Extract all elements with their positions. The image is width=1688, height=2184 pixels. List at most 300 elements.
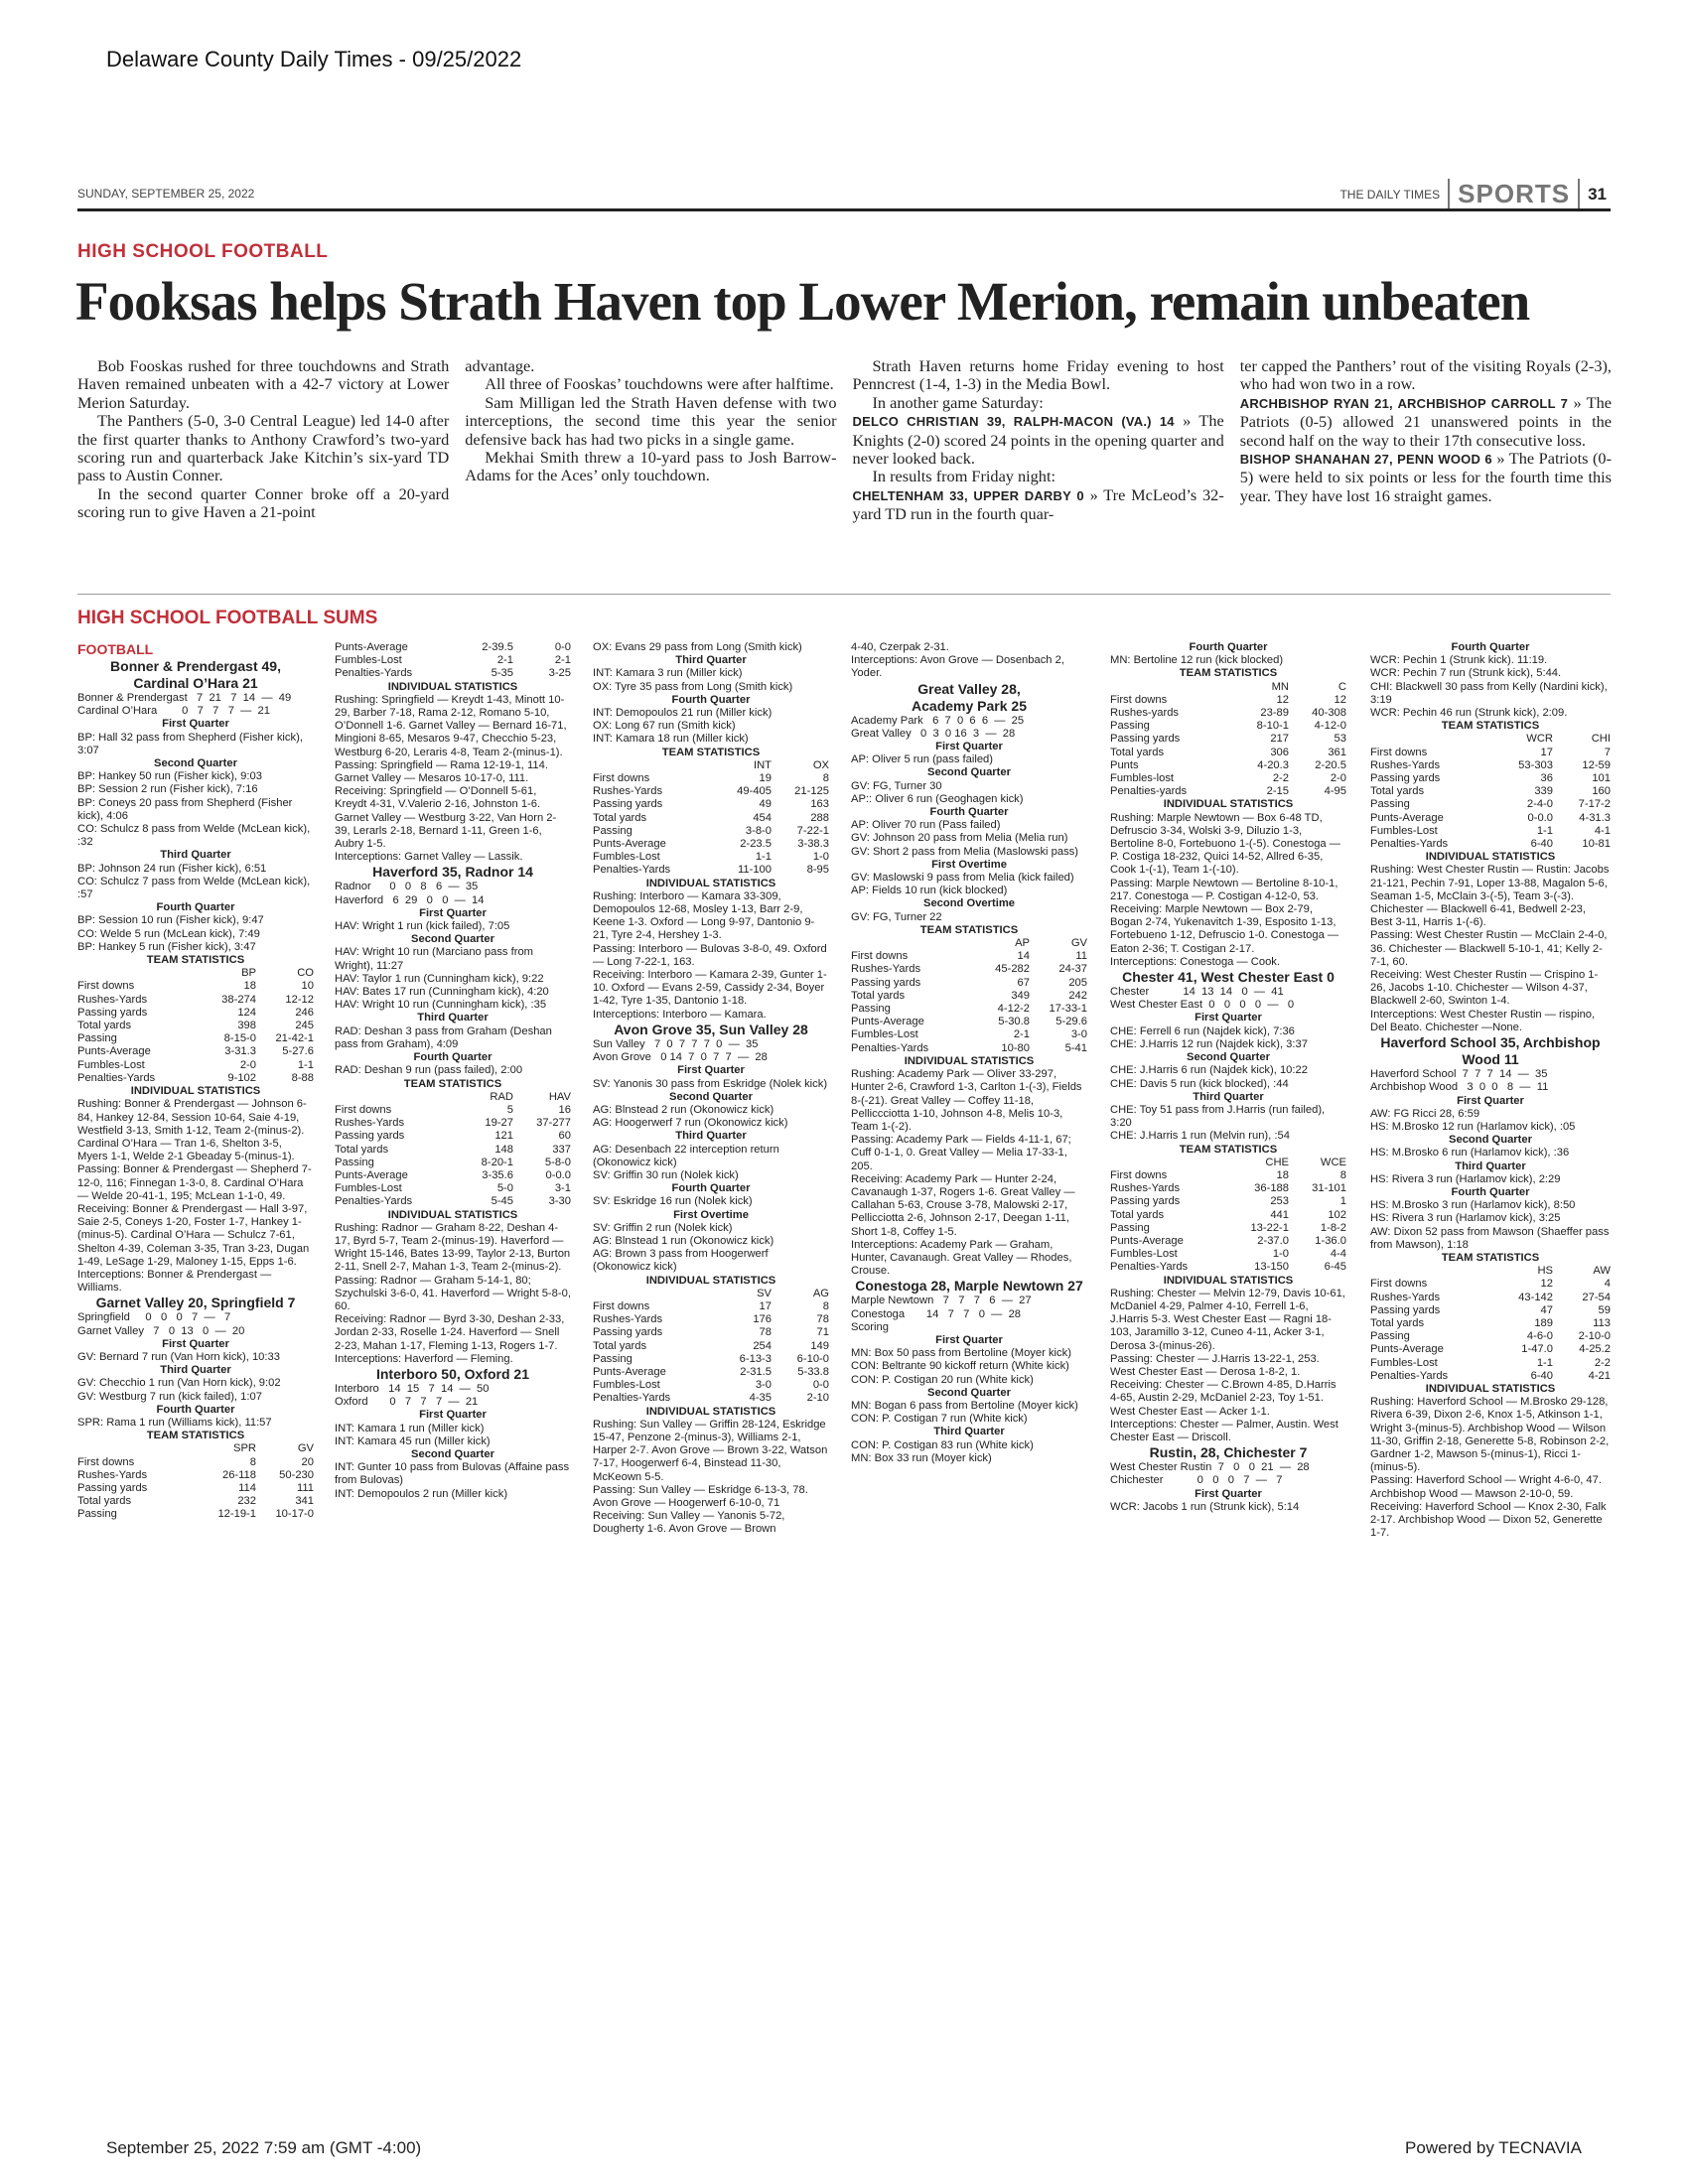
stat-label: Rushes-yards — [1110, 707, 1180, 720]
stat-row — [1110, 707, 1346, 720]
agate-line: AG: Blnstead 2 run (Okonowicz kick) — [593, 1103, 774, 1116]
stat-row — [1110, 1222, 1346, 1235]
stat-label: Rushes-Yards — [593, 785, 663, 798]
stat-row — [77, 1442, 314, 1455]
stat-row — [335, 1157, 571, 1169]
agate-line: Scoring — [851, 1320, 889, 1333]
agate-line: Receiving: Marple Newtown — Box 2-79, Bogan 2-74, Yukenavitch 1-39, Esposito 1-13, Fortebueno 1-12, Defruscio 1-0. Conestoga — Eaton 2-36; T. Costigan 2-17. — [1110, 903, 1342, 955]
stat-value: 121 — [494, 1130, 513, 1143]
subheading: First Quarter — [419, 1409, 487, 1422]
agate-line: HAV: Taylor 1 run (Cunningham kick), 9:22 — [335, 972, 544, 985]
stat-label: Passing — [77, 1032, 117, 1045]
result-lead: CHELTENHAM 33, UPPER DARBY 0 — [852, 487, 1084, 503]
agate-line: SV: Eskridge 16 run (Nolek kick) — [593, 1195, 753, 1208]
stat-label: Penalties-Yards — [77, 1071, 156, 1084]
stat-value: CHI — [1591, 733, 1611, 746]
stat-value: 7-22-1 — [796, 824, 829, 837]
stat-value: 26-118 — [221, 1468, 256, 1481]
stat-value: 2-2 — [1594, 1356, 1611, 1369]
stat-value: 3-8-0 — [745, 824, 772, 837]
stat-label: Rushes-Yards — [77, 993, 148, 1006]
stat-value: 4-95 — [1324, 785, 1346, 798]
agate-line: Haverford School 7 7 7 14 — 35 — [1370, 1068, 1548, 1081]
sums-column-1 — [77, 641, 314, 1718]
subheading: Second Quarter — [927, 1386, 1011, 1399]
stat-value: 11-100 — [737, 864, 772, 877]
agate-line: CO: Schulcz 7 pass from Welde (McLean kick), :57 — [77, 875, 314, 901]
stat-value: 53 — [1334, 733, 1346, 746]
stat-row — [593, 1288, 829, 1300]
stat-value: 5-0 — [496, 1182, 513, 1195]
agate-line: Receiving: Radnor — Byrd 3-30, Deshan 2-33, Jordan 2-33, Roselle 1-24. Haverford — Snell 2-23, Mahan 1-17, Fleming 1-13, Rogers 1-7. — [335, 1313, 568, 1352]
stat-value: 114 — [238, 1481, 256, 1494]
stat-value: GV — [1070, 937, 1087, 950]
result-text: » The Patriots (0-5) allowed 21 unanswered points in the second half on the way to their 17th consecutive loss. — [1239, 392, 1612, 450]
stat-row — [1370, 785, 1611, 798]
stat-value: 40-308 — [1312, 707, 1346, 720]
subheading: TEAM STATISTICS — [919, 923, 1019, 936]
subheading: First Overtime — [673, 1208, 749, 1221]
subheading: Second Overtime — [922, 897, 1016, 910]
agate-line: HAV: Wright 10 run (Marciano pass from Wright), 11:27 — [335, 946, 537, 972]
stat-row — [1110, 720, 1346, 733]
stat-row — [593, 1353, 829, 1366]
stat-value: 2-1 — [1013, 1028, 1030, 1041]
agate-line: SPR: Rama 1 run (Williams kick), 11:57 — [77, 1416, 272, 1429]
subheading: INDIVIDUAL STATISTICS — [904, 1054, 1035, 1067]
agate-line: GV: Short 2 pass from Melia (Maslowski pass) — [851, 845, 1078, 858]
stat-value: 205 — [1068, 976, 1087, 989]
stat-row — [1370, 798, 1611, 811]
subheading: TEAM STATISTICS — [1441, 1251, 1540, 1264]
agate-line: Interceptions: Garnet Valley — Lassik. — [335, 851, 523, 864]
agate-line: CON: P. Costigan 83 run (White kick) — [851, 1438, 1034, 1451]
stat-label: Total yards — [1110, 1208, 1165, 1221]
stat-value: 349 — [1011, 989, 1030, 1002]
stat-label: Fumbles-Lost — [593, 1379, 660, 1392]
stat-value: 111 — [296, 1481, 314, 1494]
agate-line: Chichester 0 0 0 7 — 7 — [1110, 1474, 1283, 1487]
stat-row — [851, 1028, 1087, 1041]
subheading: TEAM STATISTICS — [1179, 1143, 1278, 1156]
agate-line: Receiving: Sun Valley — Yanonis 5-72, Dougherty 1-6. Avon Grove — Brown — [593, 1510, 788, 1536]
stat-label: Total yards — [1370, 1316, 1425, 1329]
stat-label: Rushes-Yards — [1110, 1182, 1181, 1195]
stat-value: 3-38.3 — [797, 838, 829, 851]
section-rule — [77, 594, 1611, 595]
stat-label: First downs — [1370, 746, 1428, 758]
game-heading: Cardinal O’Hara 21 — [133, 675, 258, 691]
agate-line: Rushing: Academy Park — Oliver 33-297, Hunter 2-6, Crawford 1-3, Carlton 1-(-3), Fields 8-(-21). Great Valley — Coffey 11-18, Pelliccciotta 1-10, Johnson 4-8, Melis 10-3, Team 1-(-2). — [851, 1068, 1085, 1133]
stat-row — [77, 1032, 314, 1045]
stat-row — [851, 937, 1087, 950]
stat-value: 149 — [810, 1339, 829, 1352]
agate-line: SV: Yanonis 30 pass from Eskridge (Nolek kick) — [593, 1077, 828, 1090]
agate-line: INT: Kamara 45 run (Miller kick) — [335, 1434, 491, 1447]
story-column-4 — [1240, 357, 1612, 578]
agate-line: INT: Kamara 18 run (Miller kick) — [593, 733, 749, 746]
agate-line: Rushing: Marple Newtown — Box 6-48 TD, Defruscio 3-34, Wolski 3-9, Diluzio 1-3, Bertoline 8-0, Fortebuono 1-(-5). Conestoga — P. Costiga 18-232, Quici 14-52, Allred 6-35, Cook 1-(-1), Team 1-(-10). — [1110, 811, 1344, 877]
agate-line: WCR: Pechin 7 run (Strunk kick), 5:44. — [1370, 667, 1562, 680]
agate-line: MN: Bertoline 12 run (kick blocked) — [1110, 654, 1284, 667]
stat-row — [593, 1300, 829, 1313]
stat-value: 2-37.0 — [1257, 1234, 1289, 1247]
agate-line: WCR: Pechin 1 (Strunk kick). 11:19. — [1370, 654, 1548, 667]
story-paragraph: The Panthers (5-0, 3-0 Central League) led 14-0 after the first quarter thanks to Anthony Crawford’s two-yard scoring run and quarterback Jake Kitchin’s six-yard TD pass to Austin Conner. — [77, 411, 450, 485]
stat-value: INT — [753, 758, 772, 771]
stat-label: Punts-Average — [1370, 1343, 1444, 1356]
stat-value: 2-39.5 — [482, 641, 513, 653]
stat-value: 12-19-1 — [217, 1508, 256, 1521]
stat-row — [77, 1508, 314, 1521]
stat-value: 9-102 — [227, 1071, 256, 1084]
stat-value: 0-0.0 — [545, 1168, 571, 1181]
agate-line: Passing: West Chester Rustin — McClain 2-4-0, 36. Chichester — Blackwell 5-10-1, 41; Kelly 2-7-1, 60. — [1370, 929, 1611, 968]
agate-line: Receiving: West Chester Rustin — Crispino 1-26, Jacobs 1-10. Chichester — Wilson 4-37, Blackwell 2-60, Swinton 1-4. — [1370, 969, 1599, 1008]
agate-line: SV: Griffin 30 run (Nolek kick) — [593, 1168, 739, 1181]
subheading: First Quarter — [419, 906, 487, 919]
stat-row — [593, 1379, 829, 1392]
agate-line: 4-40, Czerpak 2-31. — [851, 641, 949, 653]
subheading: INDIVIDUAL STATISTICS — [130, 1085, 261, 1098]
stat-value: 3-31.3 — [224, 1045, 256, 1058]
stat-row — [851, 977, 1087, 990]
stat-label: Passing yards — [335, 1130, 405, 1143]
agate-line: OX: Tyre 35 pass from Long (Smith kick) — [593, 680, 793, 693]
stat-value: OX — [812, 758, 829, 771]
story-paragraph — [853, 486, 1224, 524]
stat-label — [593, 759, 714, 772]
agate-line: AW: FG Ricci 28, 6:59 — [1370, 1107, 1480, 1120]
subheading: INDIVIDUAL STATISTICS — [387, 680, 518, 693]
stat-value: 0-0 — [554, 641, 571, 653]
agate-line: Interboro 14 15 7 14 — 50 — [335, 1382, 490, 1395]
game-heading: Haverford School 35, Archbishop Wood 11 — [1380, 1034, 1601, 1068]
stat-value: 454 — [753, 811, 772, 824]
stat-value: 27-54 — [1582, 1291, 1611, 1303]
stat-label: Fumbles-Lost — [77, 1058, 145, 1071]
stat-value: 3-0 — [1070, 1028, 1087, 1041]
stat-value: 2-1 — [554, 654, 571, 667]
stat-value: 2-31.5 — [740, 1365, 772, 1378]
game-heading: Chester 41, West Chester East 0 — [1122, 969, 1335, 986]
stat-row — [1370, 759, 1611, 772]
subheading: Third Quarter — [160, 849, 231, 862]
stat-row — [77, 1020, 314, 1032]
stat-value: 254 — [753, 1339, 772, 1352]
stat-value: 5-41 — [1064, 1041, 1087, 1054]
stat-value: 217 — [1270, 733, 1289, 746]
stat-label: Passing yards — [77, 1006, 148, 1019]
stat-value: 361 — [1328, 746, 1346, 758]
agate-line: Radnor 0 0 8 6 — 35 — [335, 881, 479, 893]
agate-line: MN: Bogan 6 pass from Bertoline (Moyer kick) — [851, 1399, 1078, 1412]
agate-line: INT: Kamara 3 run (Miller kick) — [593, 667, 743, 680]
stat-label: Penalties-Yards — [851, 1041, 929, 1054]
stat-value: 2-1 — [496, 654, 513, 667]
stat-label: Fumbles-Lost — [335, 654, 402, 667]
stat-row — [1110, 1209, 1346, 1222]
stat-value: 5-30.8 — [998, 1016, 1030, 1028]
agate-line: CHE: J.Harris 1 run (Melvin run), :54 — [1110, 1130, 1290, 1143]
stat-row — [1110, 747, 1346, 759]
header-rule — [77, 208, 1611, 211]
stat-value: 163 — [810, 798, 829, 811]
stat-row — [335, 1169, 571, 1182]
stat-row — [1370, 812, 1611, 825]
stat-value: 101 — [1592, 772, 1611, 785]
agate-line: Passing: Interboro — Bulovas 3-8-0, 49. Oxford — Long 7-22-1, 163. — [593, 942, 830, 968]
stat-value: WCE — [1320, 1156, 1346, 1168]
stat-row — [1370, 1292, 1611, 1304]
agate-line: GV: Johnson 20 pass from Melia (Melia run) — [851, 832, 1068, 845]
agate-line: Receiving: Haverford School — Knox 2-30, Falk 2-17. Archbishop Wood — Dixon 52, Generette 1-7. — [1370, 1500, 1610, 1540]
stat-value: 337 — [552, 1143, 571, 1156]
result-text: » The Knights (2-0) scored 24 points in the opening quarter and never looked back. — [852, 411, 1224, 469]
game-heading: Academy Park 25 — [912, 697, 1027, 714]
stat-label: First downs — [851, 950, 909, 963]
subheading: Third Quarter — [1455, 1160, 1526, 1172]
game-heading: Haverford 35, Radnor 14 — [372, 864, 533, 881]
agate-line: INT: Gunter 10 pass from Bulovas (Affaine pass from Bulovas) — [335, 1461, 573, 1487]
stat-value: 242 — [1068, 989, 1087, 1002]
agate-line: CO: Welde 5 run (McLean kick), 7:49 — [77, 927, 260, 940]
subheading: Fourth Quarter — [1189, 641, 1268, 653]
stat-value: 124 — [237, 1006, 256, 1019]
stat-value: 17-33-1 — [1049, 1003, 1087, 1016]
game-heading: Avon Grove 35, Sun Valley 28 — [614, 1021, 808, 1037]
stat-value: 253 — [1270, 1195, 1289, 1208]
agate-line: HS: M.Brosko 6 run (Harlamov kick), :36 — [1370, 1147, 1570, 1160]
agate-line: Interceptions: West Chester Rustin — rispino, Del Beato. Chichester —None. — [1370, 1008, 1599, 1033]
stat-label: Passing yards — [593, 1326, 663, 1339]
stat-row — [593, 1366, 829, 1379]
agate-line: MN: Box 50 pass from Bertoline (Moyer kick) — [851, 1347, 1071, 1360]
stat-label: Punts-Average — [335, 1168, 408, 1181]
stat-label: Punts-Average — [1370, 811, 1444, 824]
stat-label: Total yards — [77, 1495, 132, 1508]
stat-value: 53-303 — [1518, 758, 1553, 771]
agate-line: HS: M.Brosko 3 run (Harlamov kick), 8:50 — [1370, 1199, 1576, 1212]
game-heading: Rustin, 28, Chichester 7 — [1149, 1444, 1308, 1461]
stat-value: 3-30 — [548, 1195, 571, 1208]
agate-line: Rushing: Springfield — Kreydt 1-43, Minott 10-29, Barber 7-18, Rama 2-12, Romano 5-10, O’Donnell 1-6. Garnet Valley — Bernard 16-71, Mingioni 8-65, Mesaros 9-47, Checchio 5-23, Westburg 6-20, Leraris 4-8, Team 2-(minus-1). — [335, 693, 570, 758]
story-headline: Fooksas helps Strath Haven top Lower Merion, remain unbeaten — [75, 271, 1530, 332]
sums-column-5 — [1110, 641, 1349, 1718]
stat-value: 36-188 — [1254, 1182, 1289, 1195]
stat-row — [851, 1016, 1087, 1028]
agate-line: GV: Maslowski 9 pass from Melia (kick failed) — [851, 872, 1074, 885]
stat-value: 2-10 — [806, 1392, 829, 1405]
story-column-1 — [77, 357, 449, 578]
stat-value: 8-10-1 — [1256, 720, 1289, 733]
stat-label: First downs — [335, 1103, 392, 1116]
stat-label: Passing — [593, 824, 633, 837]
stat-label: Fumbles-Lost — [335, 1182, 402, 1195]
stat-label — [851, 937, 972, 950]
agate-line: AW: Dixon 52 pass from Mawson (Shaeffer pass from Mawson), 1:18 — [1370, 1225, 1613, 1251]
stat-value: 6-40 — [1530, 1369, 1553, 1382]
story-paragraph: advantage. — [465, 356, 535, 375]
story-paragraph: ter capped the Panthers’ rout of the visiting Royals (2-3), who had won two in a row. — [1239, 356, 1612, 394]
stat-row — [593, 772, 829, 785]
agate-line: Archbishop Wood 3 0 0 8 — 11 — [1370, 1081, 1549, 1094]
stat-row — [1110, 785, 1346, 798]
stat-value: 43-142 — [1518, 1291, 1553, 1303]
stat-value: BP — [241, 967, 256, 980]
stat-value: 246 — [295, 1006, 314, 1019]
stat-label: First downs — [77, 1455, 135, 1468]
stat-value: 17 — [759, 1299, 772, 1312]
agate-line: AP: Oliver 70 run (Pass failed) — [851, 819, 1001, 832]
agate-line: CO: Schulcz 8 pass from Welde (McLean kick), :32 — [77, 823, 314, 849]
stat-row — [1370, 772, 1611, 785]
stat-value: WCR — [1526, 733, 1553, 746]
stat-label: Fumbles-Lost — [593, 851, 660, 864]
stat-value: 8 — [822, 1299, 829, 1312]
agate-line: GV: FG, Turner 30 — [851, 779, 942, 792]
agate-line: BP: Session 10 run (Fisher kick), 9:47 — [77, 914, 264, 927]
stat-value: 8-88 — [291, 1071, 314, 1084]
stat-row — [593, 1392, 829, 1405]
stat-value: 4-1 — [1594, 824, 1611, 837]
source-line: Delaware County Daily Times - 09/25/2022 — [106, 47, 522, 71]
story-column-2 — [465, 357, 836, 578]
subheading: First Overtime — [931, 858, 1007, 871]
subheading: INDIVIDUAL STATISTICS — [645, 877, 776, 889]
stat-value: 2-0 — [239, 1058, 256, 1071]
stat-row — [335, 667, 571, 680]
agate-line: Garnet Valley 7 0 13 0 — 20 — [77, 1324, 245, 1337]
stat-label: Passing yards — [1110, 1195, 1181, 1208]
subheading: Third Quarter — [933, 1426, 1005, 1438]
stat-value: 18 — [1276, 1168, 1289, 1181]
stat-value: SV — [757, 1287, 772, 1299]
game-heading: Garnet Valley 20, Springfield 7 — [95, 1295, 296, 1311]
game-heading: Interboro 50, Oxford 21 — [375, 1365, 530, 1382]
stat-row — [1110, 1248, 1346, 1261]
stat-label: Penalties-Yards — [1370, 1369, 1449, 1382]
stat-value: CHE — [1265, 1156, 1289, 1168]
subheading: Fourth Quarter — [671, 693, 751, 706]
stat-label: Penalties-Yards — [1110, 1261, 1189, 1274]
stat-value: 4-12-0 — [1314, 720, 1346, 733]
stat-value: 288 — [810, 811, 829, 824]
stat-label — [77, 1442, 199, 1455]
stat-row — [593, 812, 829, 825]
agate-line: INT: Demopoulos 2 run (Miller kick) — [335, 1487, 508, 1500]
stat-value: 23-89 — [1260, 707, 1289, 720]
subheading: Fourth Quarter — [156, 1403, 235, 1416]
stat-value: HS — [1537, 1265, 1553, 1278]
subheading: INDIVIDUAL STATISTICS — [1425, 1382, 1556, 1395]
section-name: SPORTS — [1448, 179, 1580, 209]
stat-value: 8 — [1339, 1168, 1346, 1181]
stat-row — [1370, 838, 1611, 851]
stat-row — [593, 851, 829, 864]
stat-label — [1370, 733, 1495, 746]
page-header-right — [1339, 179, 1607, 209]
footer-credit: Powered by TECNAVIA — [1405, 2138, 1582, 2157]
stat-value: AW — [1593, 1265, 1611, 1278]
stat-label: Penalties-Yards — [335, 667, 413, 680]
stat-value: 102 — [1328, 1208, 1346, 1221]
story-paragraph: In another game Saturday: — [872, 392, 1044, 412]
stat-label: First downs — [593, 772, 650, 785]
agate-line: Passing: Bonner & Prendergast — Shepherd 7-12-0, 116; Finnegan 1-3-0, 8. Cardinal O’Hara — Welde 20-41-1, 195; McLean 1-1-0, 49. — [77, 1163, 312, 1202]
stat-value: MN — [1271, 680, 1289, 693]
stat-row — [77, 994, 314, 1007]
stat-label: Passing yards — [1370, 1303, 1441, 1316]
stat-label — [77, 967, 199, 980]
agate-line: Interceptions: Conestoga — Cook. — [1110, 955, 1281, 968]
agate-line: BP: Session 2 run (Fisher kick), 7:16 — [77, 783, 258, 796]
agate-line: Passing: Marple Newtown — Bertoline 8-10-1, 217. Conestoga — P. Costigan 4-12-0, 53. — [1110, 877, 1341, 902]
subheading: INDIVIDUAL STATISTICS — [645, 1274, 776, 1287]
stat-value: 1-1 — [1536, 1356, 1553, 1369]
stat-value: 18 — [243, 980, 256, 993]
subheading: Fourth Quarter — [156, 901, 235, 914]
page-date: SUNDAY, SEPTEMBER 25, 2022 — [77, 187, 255, 201]
story-paragraph — [1240, 394, 1612, 450]
stat-row — [1110, 1169, 1346, 1182]
subheading: Fourth Quarter — [671, 1182, 751, 1195]
stat-value: HAV — [548, 1090, 571, 1103]
subheading: Third Quarter — [1193, 1090, 1264, 1103]
stat-label — [593, 1288, 714, 1300]
stat-row — [851, 1003, 1087, 1016]
stat-value: 8 — [249, 1455, 256, 1468]
subheading: Second Quarter — [411, 1447, 494, 1460]
stat-value: 5-33.8 — [797, 1365, 829, 1378]
agate-line: HAV: Wright 10 run (Cunningham kick), :35 — [335, 999, 547, 1012]
subheading: First Quarter — [162, 718, 229, 731]
stat-value: 6-40 — [1530, 838, 1553, 851]
stat-value: 1-0 — [1272, 1248, 1289, 1261]
agate-line: GV: Bernard 7 run (Van Horn kick), 10:33 — [77, 1350, 280, 1363]
stat-label: Punts-Average — [593, 838, 666, 851]
subheading: Fourth Quarter — [1451, 641, 1530, 653]
stat-label: Rushes-Yards — [593, 1313, 663, 1326]
stat-value: 49 — [759, 798, 772, 811]
stat-row — [1110, 681, 1346, 694]
stat-label: Rushes-Yards — [335, 1117, 405, 1130]
subheading: TEAM STATISTICS — [403, 1077, 502, 1090]
subheading: Second Quarter — [669, 1090, 753, 1103]
stat-label: Rushes-Yards — [77, 1468, 148, 1481]
stat-label: Passing yards — [1370, 772, 1441, 785]
stat-value: 4-4 — [1330, 1248, 1346, 1261]
agate-line: West Chester Rustin 7 0 0 21 — 28 — [1110, 1461, 1310, 1474]
subheading: Second Quarter — [411, 933, 494, 946]
stat-label: Punts-Average — [1110, 1234, 1184, 1247]
agate-line: BP: Hall 32 pass from Shepherd (Fisher kick), 3:07 — [77, 731, 307, 756]
stat-label: Passing yards — [77, 1481, 148, 1494]
agate-line: Sun Valley 7 0 7 7 7 0 — 35 — [593, 1037, 759, 1050]
stat-value: 2-15 — [1266, 785, 1289, 798]
stat-row — [1110, 759, 1346, 772]
stat-value: 45-282 — [995, 963, 1030, 976]
stat-label: Penalties-Yards — [593, 1392, 671, 1405]
stat-label — [335, 1091, 456, 1104]
game-heading: Bonner & Prendergast 49, — [110, 658, 281, 674]
stat-value: 2-20.5 — [1315, 758, 1346, 771]
agate-line: AG: Desenbach 22 interception return (Okonowicz kick) — [593, 1143, 782, 1168]
stat-label: Passing — [1370, 1330, 1410, 1343]
stat-label: Passing — [593, 1352, 633, 1365]
stat-value: 12-12 — [285, 993, 314, 1006]
stat-label: Passing yards — [851, 976, 921, 989]
